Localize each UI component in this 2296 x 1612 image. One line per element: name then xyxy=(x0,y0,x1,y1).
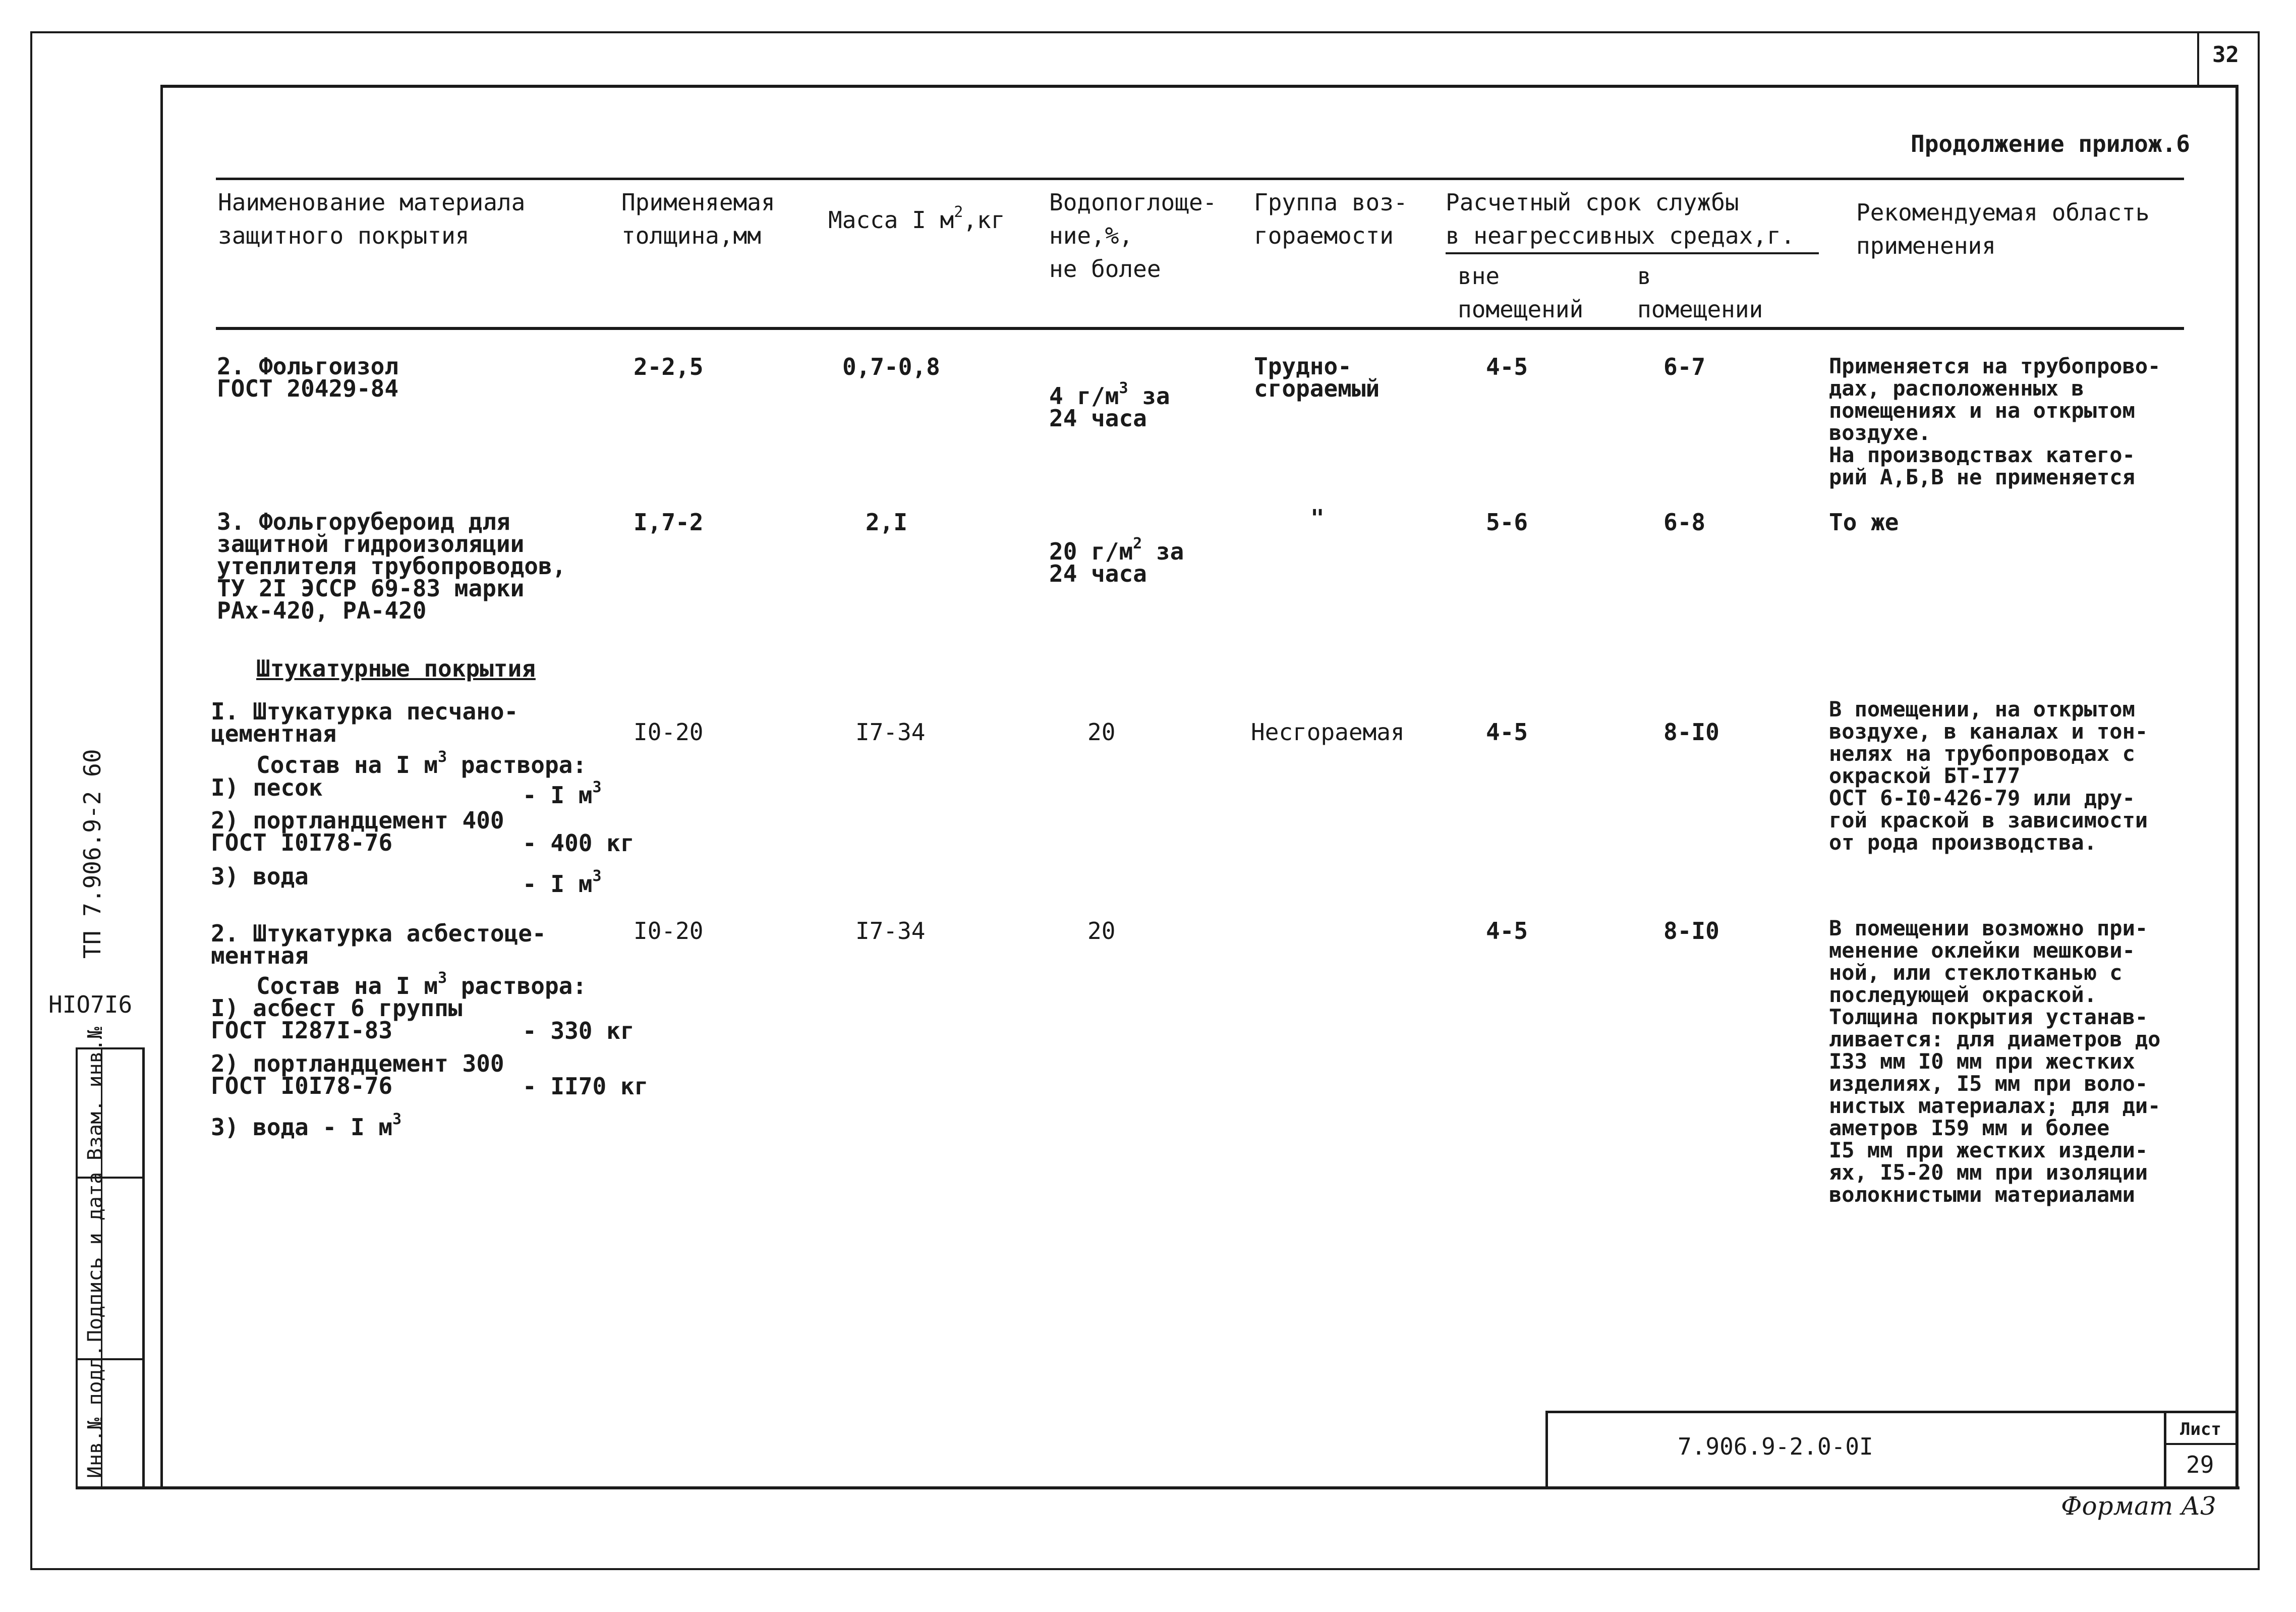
header-outdoor: вне помещений xyxy=(1458,262,1584,323)
sheet-number: 29 xyxy=(2186,1451,2214,1478)
plaster-2-water: 20 xyxy=(1087,917,1116,944)
plaster-1-indoor: 8-I0 xyxy=(1663,718,1719,746)
header-indoor: в помещении xyxy=(1637,262,1763,323)
side-code: ТП 7.906.9-2 60 xyxy=(79,749,106,959)
header-bottom-rule xyxy=(216,327,2184,330)
inner-frame-top xyxy=(160,85,2237,88)
side-inventory: HIO7I6 xyxy=(48,991,133,1018)
row-foil-izol-material: 2. Фольгоизол ГОСТ 20429-84 xyxy=(217,353,399,402)
stamp-left-border xyxy=(76,1047,78,1486)
row-foil-ruberoid-outdoor: 5-6 xyxy=(1486,509,1528,536)
header-mass: Масса I $м^2,кг$ xyxy=(828,203,1005,234)
plaster-1-title: I. Штукатурка песчано- цементная xyxy=(211,698,519,747)
plaster-1-item-3-name: 3) вода xyxy=(211,863,309,890)
outer-frame-bottom xyxy=(30,1568,2260,1570)
row-foil-izol-application: Применяется на трубопрово- дах, расположенных в помещениях и на открытом воздухе. На производствах катего- рий А,Б,В не применяется xyxy=(1829,354,2161,489)
row-foil-ruberoid-fire-group: " xyxy=(1310,505,1325,532)
titleblock-sheet-divider xyxy=(2164,1411,2166,1489)
plaster-2-indoor: 8-I0 xyxy=(1663,917,1719,944)
plaster-2-item-3-name: 3) вода - I $м^3$ xyxy=(211,1110,402,1141)
row-foil-ruberoid-mass: 2,I xyxy=(866,509,908,536)
plaster-2-thickness: I0-20 xyxy=(634,917,704,944)
titleblock-top xyxy=(1545,1411,2238,1413)
titleblock-sheet-label-rule xyxy=(2164,1443,2237,1445)
outer-frame-right xyxy=(2258,31,2260,1570)
stamp-label-signature-date: Подпись и дата xyxy=(84,1172,107,1342)
row-foil-izol-water: 4 $г/м^3$ за 24 часа xyxy=(1049,379,1170,432)
service-life-rule xyxy=(1446,252,1819,254)
row-foil-ruberoid-indoor: 6-8 xyxy=(1663,509,1706,536)
header-service-life: Расчетный срок службы в неагрессивных средах,г. xyxy=(1446,189,1795,249)
plaster-2-item-1-amount: - 330 кг xyxy=(523,1017,635,1044)
plaster-1-item-2-amount: - 400 кг xyxy=(523,829,635,857)
titleblock-left xyxy=(1545,1411,1548,1489)
row-foil-izol-indoor: 6-7 xyxy=(1663,353,1706,380)
plaster-1-outdoor: 4-5 xyxy=(1486,718,1528,746)
plaster-1-water: 20 xyxy=(1087,718,1116,746)
plaster-1-fire-group: Несгораемая xyxy=(1251,718,1405,746)
inner-frame-left xyxy=(160,85,163,1487)
inner-frame-bottom xyxy=(76,1486,2240,1489)
format-note: Формат А3 xyxy=(2061,1491,2216,1521)
row-foil-izol-outdoor: 4-5 xyxy=(1486,353,1528,380)
plaster-2-outdoor: 4-5 xyxy=(1486,917,1528,944)
table-top-rule xyxy=(216,178,2184,180)
plaster-2-item-2-name: 2) портландцемент 300 ГОСТ I0I78-76 xyxy=(211,1050,504,1099)
row-foil-izol-thickness: 2-2,5 xyxy=(634,353,704,380)
plaster-1-item-1-name: I) песок xyxy=(211,774,323,801)
plaster-1-item-2-name: 2) портландцемент 400 ГОСТ I0I78-76 xyxy=(211,807,504,856)
row-foil-izol-mass: 0,7-0,8 xyxy=(842,353,940,380)
plaster-1-item-1-amount: - I $м^3$ xyxy=(523,779,602,809)
header-thickness: Применяемая толщина,мм xyxy=(621,189,775,249)
plaster-2-mass: I7-34 xyxy=(855,917,926,944)
plaster-1-composition: Состав на I $м^3$ раствора: xyxy=(256,748,587,779)
document-code: 7.906.9-2.0-0I xyxy=(1678,1433,1873,1460)
stamp-label-replaced-inv: Взам. инв.№ xyxy=(84,1027,107,1160)
row-foil-izol-fire-group: Трудно- сгораемый xyxy=(1254,353,1380,402)
corner-box-left xyxy=(2197,31,2199,85)
plaster-1-item-3-amount: - I $м^3$ xyxy=(523,867,602,898)
header-fire-group: Группа воз- гораемости xyxy=(1254,189,1408,249)
row-foil-ruberoid-water: 20 $г/м^2$ за 24 часа xyxy=(1049,535,1184,587)
row-foil-ruberoid-material: 3. Фольгорубероид для защитной гидроизоляции утеплителя трубопроводов, ТУ 2I ЭССР 69-83 марки РАх-420, РА-420 xyxy=(217,508,566,624)
header-application: Рекомендуемая область применения xyxy=(1856,199,2150,259)
header-water: Водопоглоще- ние,%, не более xyxy=(1049,189,1217,283)
row-foil-ruberoid-application: То же xyxy=(1829,509,1899,536)
plaster-1-thickness: I0-20 xyxy=(634,718,704,746)
sheet-label: Лист xyxy=(2180,1419,2221,1439)
plaster-2-item-2-amount: - II70 кг xyxy=(523,1073,649,1100)
continuation-note: Продолжение прилож.6 xyxy=(1911,130,2190,157)
plaster-2-application: В помещении возможно при- менение оклейки мешкови- ной, или стеклотканью с последующей окраской. Толщина покрытия устанав- ливается: для диаметров до I33 мм I0 мм при жестких изделиях, I5 мм при воло- нистых материалах; для ди- аметров I59 мм и более I5 мм при жестких издели- ях, I5-20 мм при изоляции волокнистыми материалами xyxy=(1829,916,2161,1207)
plaster-2-title: 2. Штукатурка асбестоце- ментная xyxy=(211,920,546,969)
sheet-corner-number: 32 xyxy=(2212,42,2239,68)
row-foil-ruberoid-thickness: I,7-2 xyxy=(634,509,704,536)
plaster-2-item-1-name: I) асбест 6 группы ГОСТ I287I-83 xyxy=(211,994,463,1044)
outer-frame-top xyxy=(30,31,2260,33)
section-title-plaster: Штукатурные покрытия xyxy=(256,655,536,682)
outer-frame-left xyxy=(30,31,32,1570)
stamp-label-inv-original: Инв.№ подл. xyxy=(84,1345,107,1478)
plaster-1-mass: I7-34 xyxy=(855,718,926,746)
plaster-1-application: В помещении, на открытом воздухе, в каналах и тон- нелях на трубопроводах с окраской БТ-I77 ОСТ 6-I0-426-79 или дру- гой краской в зависимости от рода производства. xyxy=(1829,697,2148,855)
header-material: Наименование материала защитного покрытия xyxy=(218,189,526,249)
plaster-2-composition: Состав на I $м^3$ раствора: xyxy=(256,969,587,999)
inner-frame-right xyxy=(2235,85,2238,1489)
stamp-right-border xyxy=(142,1047,145,1486)
